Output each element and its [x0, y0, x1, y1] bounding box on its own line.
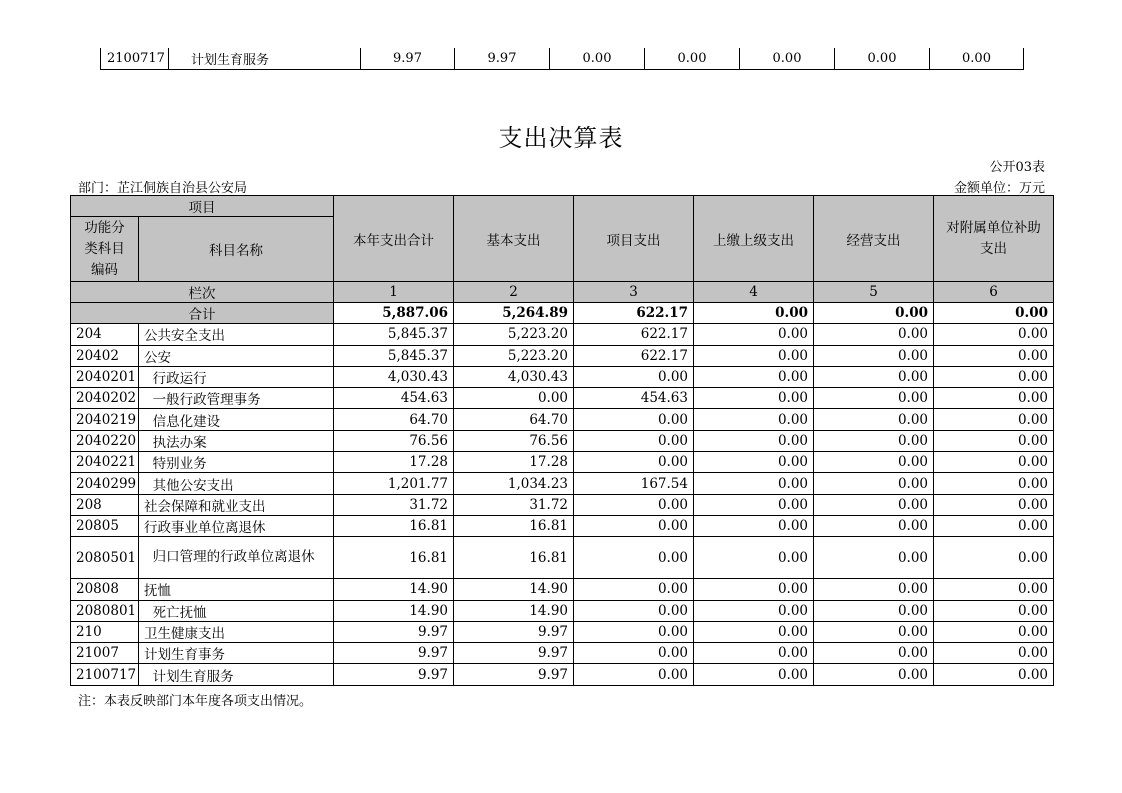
cell-value: 454.63 — [574, 388, 694, 409]
row-code: 21007 — [71, 643, 139, 664]
row-code: 2040201 — [71, 366, 139, 387]
row-code: 2040221 — [71, 452, 139, 473]
unit-label: 金额单位：万元 — [953, 181, 1045, 196]
header-col-project: 项目支出 — [574, 196, 694, 282]
header-item: 项目 — [71, 196, 334, 217]
header-col-remit: 上缴上级支出 — [694, 196, 814, 282]
cell-value: 0.00 — [835, 48, 930, 70]
cell-value: 0.00 — [740, 48, 835, 70]
page-title: 支出决算表 — [498, 124, 624, 152]
cell-value: 0.00 — [574, 366, 694, 387]
cell-value: 76.56 — [454, 430, 574, 451]
cell-value: 5,223.20 — [454, 345, 574, 366]
row-code: 2040202 — [71, 388, 139, 409]
cell-value: 0.00 — [814, 537, 934, 579]
cell-value: 0.00 — [814, 494, 934, 515]
row-code: 2080501 — [71, 537, 139, 579]
total-value: 5,264.89 — [454, 303, 574, 324]
table-row — [71, 515, 1054, 536]
cell-value: 0.00 — [574, 515, 694, 536]
expenditure-table — [70, 195, 1054, 686]
cell-value: 0.00 — [814, 388, 934, 409]
cell-value: 64.70 — [454, 409, 574, 430]
table-row — [71, 409, 1054, 430]
cell-value: 14.90 — [454, 600, 574, 621]
cell-value: 16.81 — [334, 515, 454, 536]
total-row — [71, 303, 1054, 324]
cell-value: 14.90 — [334, 579, 454, 600]
row-code: 2040299 — [71, 473, 139, 494]
table-row — [71, 664, 1054, 685]
cell-value: 0.00 — [574, 621, 694, 642]
header-row — [71, 196, 1054, 217]
cell-value: 0.00 — [934, 643, 1054, 664]
cell-value: 0.00 — [694, 324, 814, 345]
row-name: 其他公安支出 — [139, 473, 334, 494]
cell-value: 0.00 — [934, 600, 1054, 621]
cell-value: 0.00 — [550, 48, 645, 70]
cell-value: 0.00 — [694, 473, 814, 494]
column-number-row — [71, 282, 1054, 303]
table-row — [71, 537, 1054, 579]
header-col-business: 经营支出 — [814, 196, 934, 282]
row-code: 204 — [71, 324, 139, 345]
row-name: 归口管理的行政单位离退休 — [139, 537, 334, 579]
cell-value: 76.56 — [334, 430, 454, 451]
table-row — [71, 452, 1054, 473]
cell-value: 16.81 — [454, 515, 574, 536]
cell-value: 17.28 — [334, 452, 454, 473]
cell-value: 454.63 — [334, 388, 454, 409]
row-name: 执法办案 — [139, 430, 334, 451]
cell-value: 0.00 — [934, 579, 1054, 600]
cell-value: 0.00 — [574, 452, 694, 473]
cell-value: 0.00 — [934, 430, 1054, 451]
cell-value: 9.97 — [454, 643, 574, 664]
table-number: 公开03表 — [989, 160, 1045, 175]
row-name: 计划生育事务 — [139, 643, 334, 664]
cell-value: 0.00 — [574, 579, 694, 600]
header-col-subsidy: 对附属单位补助支出 — [934, 196, 1054, 282]
cell-value: 0.00 — [574, 600, 694, 621]
cell-value: 0.00 — [574, 664, 694, 685]
row-name: 信息化建设 — [139, 409, 334, 430]
cell-value: 0.00 — [814, 345, 934, 366]
cell-value: 0.00 — [694, 621, 814, 642]
cell-value: 0.00 — [934, 515, 1054, 536]
cell-value: 9.97 — [454, 621, 574, 642]
cell-value: 1,034.23 — [454, 473, 574, 494]
cell-value: 31.72 — [454, 494, 574, 515]
cell-value: 9.97 — [334, 664, 454, 685]
cell-value: 0.00 — [694, 366, 814, 387]
table-row — [71, 388, 1054, 409]
cell-value: 0.00 — [814, 621, 934, 642]
cell-value: 0.00 — [694, 664, 814, 685]
cell-value: 0.00 — [694, 409, 814, 430]
table-row — [71, 430, 1054, 451]
table-row — [71, 600, 1054, 621]
cell-value: 622.17 — [574, 345, 694, 366]
row-code: 2040219 — [71, 409, 139, 430]
cell-value: 0.00 — [934, 324, 1054, 345]
cell-value: 0.00 — [934, 409, 1054, 430]
table-row — [71, 579, 1054, 600]
table-row — [71, 621, 1054, 642]
previous-page-table-fragment — [100, 48, 1024, 70]
cell-value: 9.97 — [455, 48, 550, 70]
cell-value: 0.00 — [934, 345, 1054, 366]
header-subject-name: 科目名称 — [139, 217, 334, 282]
cell-value: 0.00 — [454, 388, 574, 409]
cell-value: 0.00 — [694, 452, 814, 473]
row-name: 计划生育服务 — [139, 664, 334, 685]
cell-value: 0.00 — [694, 600, 814, 621]
row-code: 208 — [71, 494, 139, 515]
col-number: 5 — [814, 282, 934, 303]
row-code: 20402 — [71, 345, 139, 366]
cell-value: 622.17 — [574, 324, 694, 345]
cell-value: 17.28 — [454, 452, 574, 473]
cell-value: 0.00 — [814, 409, 934, 430]
cell-value: 9.97 — [334, 621, 454, 642]
cell-value: 14.90 — [454, 579, 574, 600]
cell-value: 5,845.37 — [334, 345, 454, 366]
total-value: 5,887.06 — [334, 303, 454, 324]
total-value: 0.00 — [694, 303, 814, 324]
cell-value: 0.00 — [694, 388, 814, 409]
cell-value: 0.00 — [934, 452, 1054, 473]
table-row — [71, 643, 1054, 664]
cell-value: 0.00 — [694, 537, 814, 579]
cell-value: 0.00 — [934, 473, 1054, 494]
cell-value: 0.00 — [814, 324, 934, 345]
row-name: 社会保障和就业支出 — [139, 494, 334, 515]
row-code: 2080801 — [71, 600, 139, 621]
row-name: 行政事业单位离退休 — [139, 515, 334, 536]
cell-value: 16.81 — [454, 537, 574, 579]
row-code: 20805 — [71, 515, 139, 536]
cell-value: 31.72 — [334, 494, 454, 515]
footnote: 注：本表反映部门本年度各项支出情况。 — [78, 694, 313, 709]
table-row — [71, 366, 1054, 387]
cell-value: 0.00 — [814, 473, 934, 494]
cell-value: 0.00 — [814, 366, 934, 387]
row-code: 210 — [71, 621, 139, 642]
row-name: 公安 — [139, 345, 334, 366]
cell-value: 0.00 — [934, 388, 1054, 409]
cell-value: 4,030.43 — [454, 366, 574, 387]
header-func-code: 功能分类科目编码 — [71, 217, 139, 282]
cell-value: 0.00 — [934, 366, 1054, 387]
col-number: 1 — [334, 282, 454, 303]
cell-value: 9.97 — [361, 48, 455, 70]
cell-value: 0.00 — [814, 643, 934, 664]
cell-value: 0.00 — [930, 48, 1024, 70]
cell-value: 14.90 — [334, 600, 454, 621]
cell-value: 5,845.37 — [334, 324, 454, 345]
row-name: 行政运行 — [139, 366, 334, 387]
table-row — [101, 48, 1024, 70]
cell-value: 64.70 — [334, 409, 454, 430]
header-col-basic: 基本支出 — [454, 196, 574, 282]
cell-value: 0.00 — [814, 430, 934, 451]
cell-value: 0.00 — [574, 537, 694, 579]
cell-value: 5,223.20 — [454, 324, 574, 345]
cell-value: 0.00 — [814, 515, 934, 536]
total-value: 622.17 — [574, 303, 694, 324]
cell-value: 0.00 — [574, 409, 694, 430]
row-name: 公共安全支出 — [139, 324, 334, 345]
cell-value: 0.00 — [694, 643, 814, 664]
row-name: 死亡抚恤 — [139, 600, 334, 621]
cell-value: 0.00 — [814, 664, 934, 685]
row-name: 抚恤 — [139, 579, 334, 600]
row-code: 2100717 — [71, 664, 139, 685]
table-row — [71, 324, 1054, 345]
cell-value: 0.00 — [814, 452, 934, 473]
cell-value: 167.54 — [574, 473, 694, 494]
col-number: 4 — [694, 282, 814, 303]
row-name: 卫生健康支出 — [139, 621, 334, 642]
cell-value: 0.00 — [694, 579, 814, 600]
department-label: 部门：芷江侗族自治县公安局 — [78, 181, 248, 196]
cell-value: 0.00 — [574, 430, 694, 451]
col-number: 3 — [574, 282, 694, 303]
header-col-total: 本年支出合计 — [334, 196, 454, 282]
col-number: 6 — [934, 282, 1054, 303]
cell-value: 0.00 — [814, 579, 934, 600]
cell-value: 0.00 — [934, 664, 1054, 685]
total-value: 0.00 — [934, 303, 1054, 324]
cell-value: 0.00 — [574, 643, 694, 664]
row-name: 特别业务 — [139, 452, 334, 473]
cell-value: 0.00 — [694, 430, 814, 451]
row-code: 2100717 — [101, 48, 169, 70]
cell-value: 1,201.77 — [334, 473, 454, 494]
table-row — [71, 345, 1054, 366]
row-label: 栏次 — [71, 282, 334, 303]
row-name: 计划生育服务 — [169, 48, 361, 70]
cell-value: 0.00 — [814, 600, 934, 621]
total-label: 合计 — [71, 303, 334, 324]
cell-value: 0.00 — [694, 345, 814, 366]
cell-value: 0.00 — [694, 494, 814, 515]
row-name: 一般行政管理事务 — [139, 388, 334, 409]
cell-value: 9.97 — [454, 664, 574, 685]
cell-value: 0.00 — [645, 48, 740, 70]
col-number: 2 — [454, 282, 574, 303]
cell-value: 16.81 — [334, 537, 454, 579]
cell-value: 0.00 — [934, 621, 1054, 642]
table-row — [71, 473, 1054, 494]
table-row — [71, 494, 1054, 515]
cell-value: 0.00 — [934, 494, 1054, 515]
cell-value: 9.97 — [334, 643, 454, 664]
cell-value: 4,030.43 — [334, 366, 454, 387]
total-value: 0.00 — [814, 303, 934, 324]
row-code: 2040220 — [71, 430, 139, 451]
row-code: 20808 — [71, 579, 139, 600]
cell-value: 0.00 — [574, 494, 694, 515]
cell-value: 0.00 — [934, 537, 1054, 579]
cell-value: 0.00 — [694, 515, 814, 536]
